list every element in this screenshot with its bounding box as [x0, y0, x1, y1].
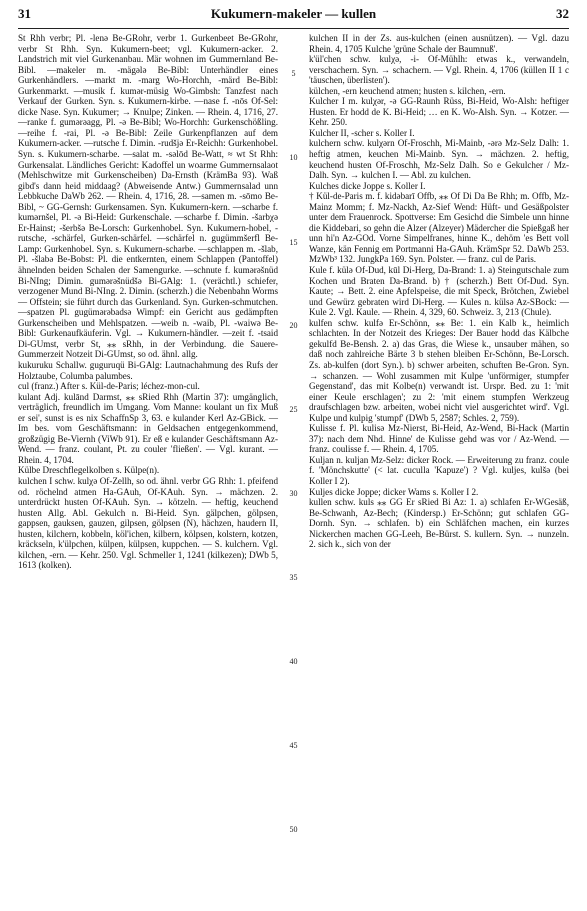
dictionary-entry: cul (franz.) After s. Kül-de-Paris; léchez-mon-cul. [18, 381, 200, 392]
dictionary-entry: Kuljan n. kuljan Mz-Selz: dicker Rock. — Erweiterung zu franz. coule f. 'Mönchskutte' (< lat. cuculla 'Kapuze') ? Vgl. kuljes, kulšə (bei Koller I 2). [309, 454, 569, 486]
page-header [18, 6, 569, 26]
dictionary-entry: Kulches dicke Joppe s. Koller I. [309, 180, 426, 191]
line-number: 20 [289, 321, 298, 330]
line-number-gutter [285, 33, 303, 834]
dictionary-entry: kulchen I schw. kulχə Of-Zellh, so od. ähnl. verbr GG Rhh: 1. pfeifend od. röchelnd atmen Ha-GAuh, Of-KAuh. Syn. → mächzen. 2. unterdrückt husten Of-KAuh. Syn. → kötzeln. — heftig, keuchend husten Allg. Abl. Gekulch n. Bi-Heid. Syn. gälpchen, gölpsen, gappsen, gauksen, gauzen, gilpsen, gölpsen (N), hächzen, haudern II, husten, kilchern, kobbeln, köl'ichen, kilbern, kölpsen, kolstern, kotzen, kräckseln, k'ülpchen, külpen, külpsen, kuppchen. — S. kulchern. Vgl. kilchen, -ern. — Kehr. 250. Vgl. Schmeller 1, 1241 (kilkezen); DWb 5, 1613 (kolken). [18, 475, 278, 571]
dictionary-entry: Kulcher I m. kulχər, -ə GG-Raunh Rüss, Bi-Heid, Wo-Alsh: heftiger Husten. Er hodd de K. Bi-Heid; … en K. Wo-Alsh. Syn. → Kotzer. — Kehr. 250. [309, 96, 569, 128]
dictionary-entry: kukuruku Schallw. guguruqü Bi-GAlg: Lautnachahmung des Rufs der Holztaube, Columba palumbes. [18, 359, 278, 381]
dictionary-entry: külchen, -ern keuchend atmen; husten s. kilchen, -ern. [309, 85, 506, 96]
dictionary-entry: St Rhh verbr; Pl. -lenə Be-GRohr, verbr 1. Gurkenbeet Be-GRohr, verbr St Rhh. Syn. Kukumern-beet; vgl. Kukumern-acker. 2. Landstrich mit viel Gurkenanbau. Mär wohnen im Gummernland Be-Bibl. —makeler m. -mägələ Be-Bibl: Unterhändler eines Gurkenhändlers. —markt m. -marg Wo-Horchh, -märd Be-Bibl: Gurkenmarkt. —musik f. kumər-müsig Wo-Gimbsh: Tanzfest nach Verkauf der Gurken. Syn. s. Kukumern-kirbe. —nase f. -nōs Of-Sel: dicke Nase. Syn. Kukumer; → Knulpe; Zinken. — Rhein. 4, 1716, 27. —ranke f. gumərəagg, Pl. -ə Be-Bibl; Wo-Horchh: Gurkenschößling. —reihe f. -rai, Pl. -ə Be-Bibl: Zeile Gurkenpflanzen auf dem Kukumern-acker. —rutsche f. Dimin. -rudšjə Er-Reichh: Gurkenhobel. Syn. s. Kukumern-scharbe. —salat m. -səlōd Be-Watt, ≈ wt St Rhh: Gurkensalat. Ländliches Gericht: Kadoffel un woarme Gummernsalaot (Mehlschwitze mit Gurkenscheiben) Da-Ernsth (KrämBa 93). Waß gibd's dann heid middaag? (Abweisende Antw.) Gummernsalad unn Lebbkuche DaWb 262. — Rhein. 4, 1716, 28. —samen m. -sōmo Be-Bibl, ~ GG-Gernsh: Gurkensamen. Syn. Kukumern-kern. —scharbe f. kumərnšel, Pl. -ə Bi-Heid: Gurkenschale. —scharbe f. Dimin. -šarbχə Er-Hainst; -šerbšə Be-Lorsch: Gurkenhobel. Syn. Kukumern-hobel, -rutsche, -schärfel, Gurken-schärfel. —schärfel n. gugümmšerfl Be-Lamp: Gurkenhobel. Syn. s. Kukumern-scharbe. —schlappen m. -šlab, Pl. -šlabə Be-Bobst: Pl. die entkernten, einem Schlappen (Pantoffel) ähnelnden beiden Schalen der Samengurke. —schnute f. kumərəšnüd Bi-NIng; Dimin. gumərəšnüdšə Bi-GAlg: 1. (verächtl.) schiefer, verzogener Mund Bi-NIng. 2. Dimin. (scherzh.) die Nebenbahn Worms — Offstein; sie führt durch das Gurkenland. Syn. Gurken-schmutchen. —spatzen Pl. gugümərəbadsə Wimpf: ein Gericht aus gedämpften Gurkenscheiben und Mehlspatzen. —weib n. -waib, Pl. -waiwə Be-Bibl: Gurkenaufkäuferin. Vgl. → Kukumern-händler. —zeit f. -tsaid Di-GUmst, verbr St, ⁎⁎ sRhh, in der Verbindung. die Sauere-Gummerzeit Notzeit Di-GUmst, so od. ähnl. allg. [18, 33, 278, 360]
dictionary-entry: Kuljes dicke Joppe; dicker Wams s. Koller I 2. [309, 486, 479, 497]
line-number: 5 [291, 69, 296, 78]
running-title: Kukumern-makeler — kullen [210, 6, 377, 21]
line-number: 50 [289, 825, 298, 834]
dictionary-entry: kulant Adj. kulānd Darmst, ⁎⁎ sRied Rhh (Martin 37): umgänglich, verträglich, freundlich im Umgang. Vom Manne: koulant un fix Muß er sei', sunst is es nix SchaffnSp 3, 63. e kulander Kerl Az-GBick. — Im bes. vom Geschäftsmann: in Geldsachen entgegenkommend, großzügig Be-Viernh (ViWb 91). Er eß e kulander Geschäftsmann Az-Wend. — franz. coulant, Pt. zu couler 'fließen'. — Vgl. kurant. — Rhein. 4, 1704. [18, 391, 278, 465]
dictionary-entry: kulchen II in der Zs. aus-kulchen (einen ausnützen). — Vgl. dazu Rhein. 4, 1705 Kulche 'grüne Schale der Baumnuß'. [309, 33, 569, 54]
two-column-body [18, 33, 569, 834]
line-number: 40 [289, 657, 298, 666]
left-page-number: 31 [18, 6, 31, 21]
dictionary-entry: kullen schw. kuls ⁎⁎ GG Er sRied Bi Az: 1. a) schlafen Er-WGesäß, Be-Schwanh, Az-Bech; (Kindersp.) Er-Schönn; gut schlafen GG-Dornh. Syn. → schlafen. b) ein Schläfchen machen, ein kurzes Nickerchen machen GG-Leeh, Be-Bürst. S. kullern. Syn. → nunzeln. 2. sich k., sich von der [309, 497, 569, 550]
dictionary-entry: Kule f. külə Of-Dud, kūl Di-Herg, Da-Brand: 1. a) Steingutschale zum Kochen und Braten Da-Brand. b) † (scherzh.) Bett Of-Dud. Syn. Kaute; → Bett. 2. eine Apfelspeise, die mit Speck, Brötchen, Zwiebel und Gewürz gebraten wird Di-Herg. — Kules n. külsə Az-SBock: — Kule 2. Vgl. Kaule. — Rhein. 4, 329, 60. Schweiz. 3, 213 (Chule). [309, 265, 569, 318]
header-rule [18, 28, 569, 29]
dictionary-entry: Kulcher II, -scher s. Koller I. [309, 127, 415, 138]
line-number: 25 [289, 405, 298, 414]
dictionary-entry: kulchern schw. kulχərn Of-Froschh, Mi-Mainb, -ərə Mz-Selz Dalh: 1. heftig atmen, keuchen Mi-Mainb. Syn. → mächzen. 2. heftig, keuchend husten Of-Froschh, Mz-Selz Dalh. So e Gekulcher / Mz-Dalh. Syn. → kulchen I. — Abl. zu kulchen. [309, 138, 569, 181]
line-number: 15 [289, 238, 298, 247]
dictionary-entry: Külbe Dreschflegelkolben s. Külpe(n). [18, 465, 160, 476]
line-number: 10 [289, 153, 298, 162]
line-number: 45 [289, 741, 298, 750]
dictionary-entry: Kulisse f. Pl. kulisə Mz-Nierst, Bi-Heid, Az-Wend, Bi-Hack (Martin 37): nach dem Nhd. Hinne' de Kulisse gehd was vor / Az-Wend. — franz. coulisse f. — Rhein. 4, 1705. [309, 423, 569, 455]
dictionary-entry: † Kül-de-Paris m. f. kidəbarī Offb, ⁎⁎ Of Di Da Be Rhh; m. Offb, Mz-Mainz Momm; f. Mz-Nackh, Az-Sief Wend: Hüft- und Gesäßpolster unter dem Frauenrock. Spottverse: Em Gesichd die Simbele unn hinne die Kiddebari, so gehn die Alzer (Alzeyer) Mädercher die Spießgaß her unn hi'n Az-GOd. Vorne Simpelfranes, hinne K., dehöm 'es Bett voll Wanze, kän Fennig em Portmanni Ha-GAuh. KrämSpr 52. DaWb 253. MzWb³ 132. JungkPa 169. Syn. Polster. — franz. cul de Paris. [309, 191, 569, 265]
line-number: 30 [289, 489, 298, 498]
dictionary-entry: k'ül'chen schw. kulχə, -i- Of-Mühlh: etwas k., verwandeln, verschachern. Syn. → schachern. — Vgl. Rhein. 4, 1706 (küllen II 1 c 'täuschen, überlisten'). [309, 54, 569, 86]
dictionary-entry: kulfen schw. kulfə Er-Schönn, ⁎⁎ Be: 1. ein Kalb k., heimlich schlachten. In der Notzeit des Krieges: Der Bauer hodd das Kälbche gekulfd Be-Bensh. 2. a) das Gras, die Wiese k., unsauber mähen, so daß noch zahlreiche Bärte 3 b stehen bleiben Er-Schönn, Be-Lorsch. Zs. ab-kulfen (dort Syn.). b) schwer arbeiten, schuften Be-Gron. Syn. → schanzen. — Wohl zusammen mit Kulpe 'unförmiger, stumpfer Gegenstand', das mit Kolbe(n) verwandt ist. Urspr. Bed. zu 1: 'mit einer Keule erschlagen'; zu 2: 'mit einem stumpfen Werkzeug draufschlagen bzw. arbeiten, wobei nicht viel ausgerichtet wird'. Vgl. Kulpe und kulpig 'stumpf' (DWb 5, 2587; Schles. 2, 759). [309, 317, 569, 423]
line-number: 35 [289, 573, 298, 582]
right-column [309, 33, 569, 571]
left-column [18, 33, 278, 571]
right-page-number: 32 [555, 6, 569, 21]
